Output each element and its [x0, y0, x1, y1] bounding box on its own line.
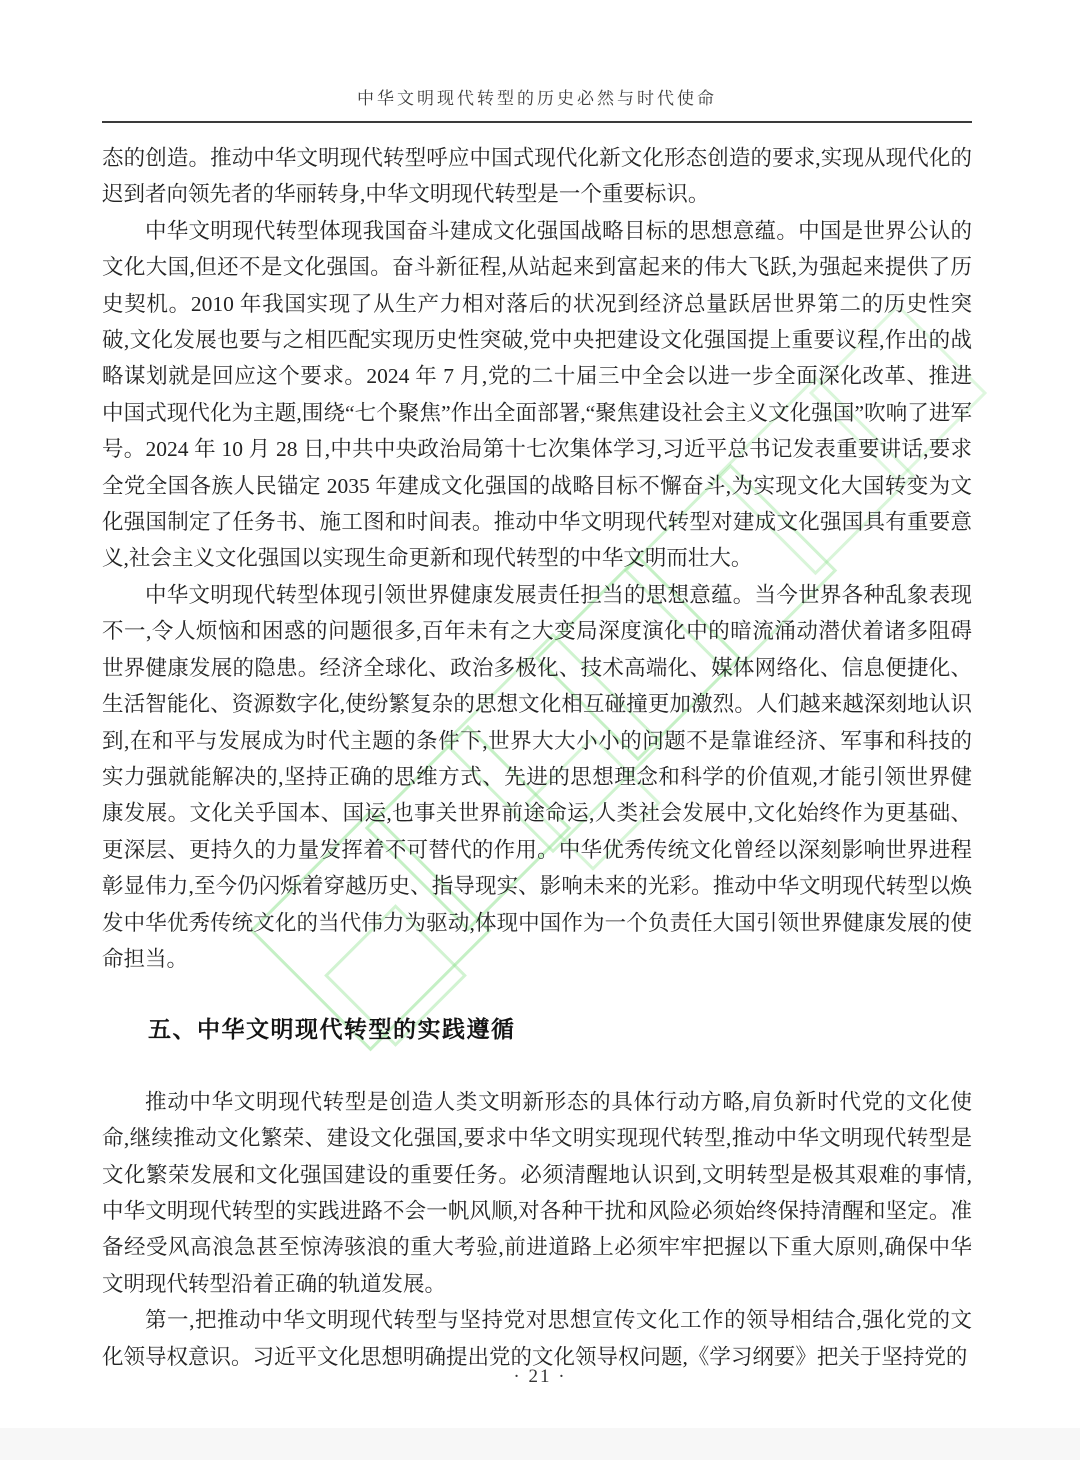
paragraph: 第一,把推动中华文明现代转型与坚持党对思想宣传文化工作的领导相结合,强化党的文化领导权意识。习近平文化思想明确提出党的文化领导权问题,《学习纲要》把关于坚持党的 — [102, 1308, 972, 1369]
paragraph-continuation: 态的创造。推动中华文明现代转型呼应中国式现代化新文化形态创造的要求,实现从现代化的迟到者向领先者的华丽转身,中华文明现代转型是一个重要标识。 — [102, 146, 972, 207]
header-rule-divider — [102, 121, 972, 123]
paragraph: 推动中华文明现代转型是创造人类文明新形态的具体行动方略,肩负新时代党的文化使命,继续推动文化繁荣、建设文化强国,要求中华文明实现现代转型,推动中华文明现代转型是文化繁荣发展和文化强国建设的重要任务。必须清醒地认识到,文明转型是极其艰难的事情,中华文明现代转型的实践进路不会一帆风顺,对各种干扰和风险必须始终保持清醒和坚定。准备经受风高浪急甚至惊涛骇浪的重大考验,前进道路上必须牢牢把握以下重大原则,确保中华文明现代转型沿着正确的轨道发展。 — [102, 1089, 972, 1296]
running-header-title: 中华文明现代转型的历史必然与时代使命 — [357, 89, 717, 108]
scan-edge-band — [0, 1428, 1080, 1460]
section-heading: 五、中华文明现代转型的实践遵循 — [148, 1016, 516, 1043]
paragraph: 中华文明现代转型体现引领世界健康发展责任担当的思想意蕴。当今世界各种乱象表现不一,令人烦恼和困惑的问题很多,百年未有之大变局深度演化中的暗流涌动潜伏着诸多阻碍世界健康发展的隐患。经济全球化、政治多极化、技术高端化、媒体网络化、信息便捷化、生活智能化、资源数字化,使纷繁复杂的思想文化相互碰撞更加激烈。人们越来越深刻地认识到,在和平与发展成为时代主题的条件下,世界大大小小的问题不是靠谁经济、军事和科技的实力强就能解决的,坚持正确的思维方式、先进的思想理念和科学的价值观,才能引领世界健康发展。文化关乎国本、国运,也事关世界前途命运,人类社会发展中,文化始终作为更基础、更深层、更持久的力量发挥着不可替代的作用。中华优秀传统文化曾经以深刻影响世界进程彰显伟力,至今仍闪烁着穿越历史、指导现实、影响未来的光彩。推动中华文明现代转型以焕发中华优秀传统文化的当代伟力为驱动,体现中国作为一个负责任大国引领世界健康发展的使命担当。 — [102, 582, 972, 971]
paragraph: 中华文明现代转型体现我国奋斗建成文化强国战略目标的思想意蕴。中国是世界公认的文化大国,但还不是文化强国。奋斗新征程,从站起来到富起来的伟大飞跃,为强起来提供了历史契机。2010 年我国实现了从生产力相对落后的状况到经济总量跃居世界第二的历史性突破,文化发展也要与之相匹配实现历史性突破,党中央把建设文化强国提上重要议程,作出的战略谋划就是回应这个要求。2024 年 7 月,党的二十届三中全会以进一步全面深化改革、推进中国式现代化为主题,围绕“七个聚焦”作出全面部署,“聚焦建设社会主义文化强国”吹响了进军号。2024 年 10 月 28 日,中共中央政治局第十七次集体学习,习近平总书记发表重要讲话,要求全党全国各族人民锚定 2035 年建成文化强国的战略目标不懈奋斗,为实现文化大国转变为文化强国制定了任务书、施工图和时间表。推动中华文明现代转型对建成文化强国具有重要意义,社会主义文化强国以实现生命更新和现代转型的中华文明而壮大。 — [102, 218, 972, 571]
page-number: · 21 · — [513, 1366, 567, 1387]
running-header — [102, 0, 972, 123]
article-body — [102, 140, 972, 1375]
